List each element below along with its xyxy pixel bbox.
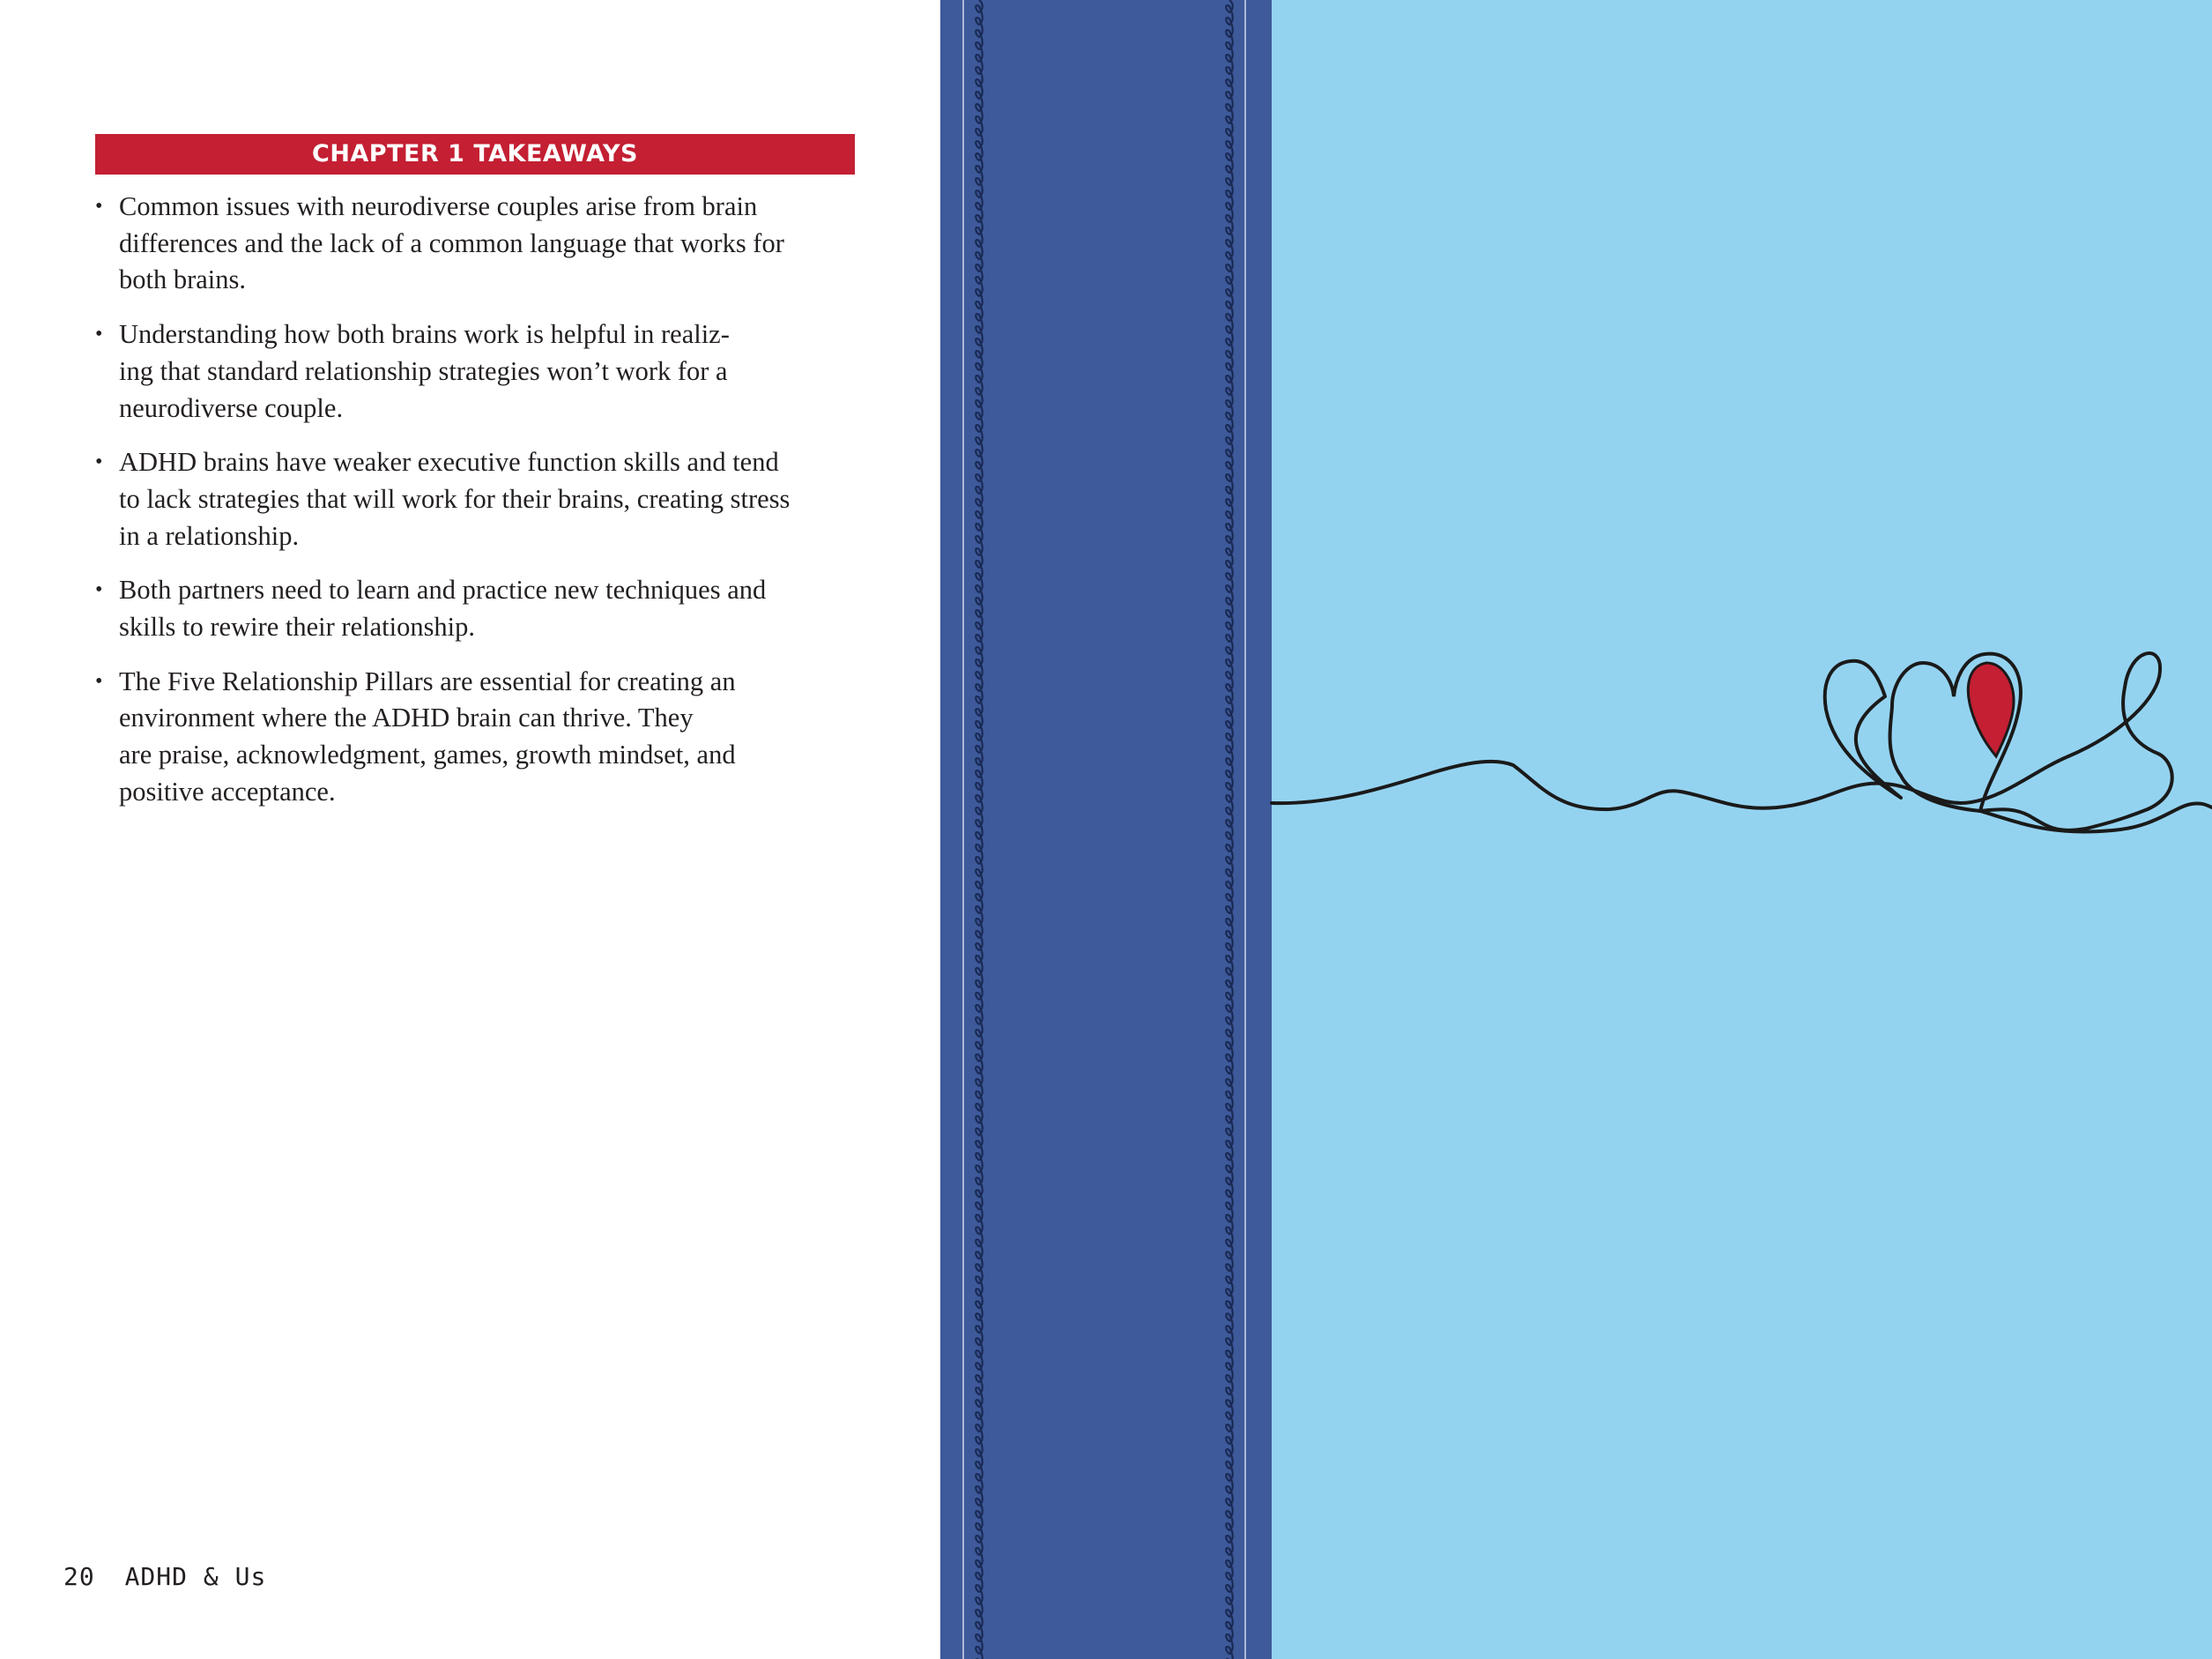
takeaway-item: • Both partners need to learn and practice new techniques and skills to rewire their relationship. [95, 572, 835, 645]
running-title: ADHD & Us [124, 1562, 267, 1591]
takeaways-heading: CHAPTER 1 TAKEAWAYS [95, 134, 855, 175]
takeaway-item: • ADHD brains have weaker executive function skills and tend to lack strategies that will work for their brains, creating stress in a relationship. [95, 444, 835, 554]
takeaway-item: • The Five Relationship Pillars are essential for creating an environment where the ADHD brain can thrive. They are praise, acknowledgment, games, growth mindset, and positive acceptance. [95, 664, 835, 811]
page-footer [63, 1562, 266, 1591]
band-stitch-right [1226, 0, 1233, 1659]
left-page [0, 0, 940, 1659]
hearts-line-illustration [940, 0, 2212, 1659]
band-stitch-left [976, 0, 983, 1659]
takeaways-list [95, 189, 835, 829]
takeaway-item: • Common issues with neurodiverse couples arise from brain differences and the lack of a common language that works for both brains. [95, 189, 835, 299]
right-page [940, 0, 2212, 1659]
takeaway-item: • Understanding how both brains work is helpful in realiz- ing that standard relationship strategies won’t work for a neurodiverse couple. [95, 316, 835, 427]
page-number: 20 [63, 1562, 95, 1591]
wavy-line [1272, 653, 2172, 830]
